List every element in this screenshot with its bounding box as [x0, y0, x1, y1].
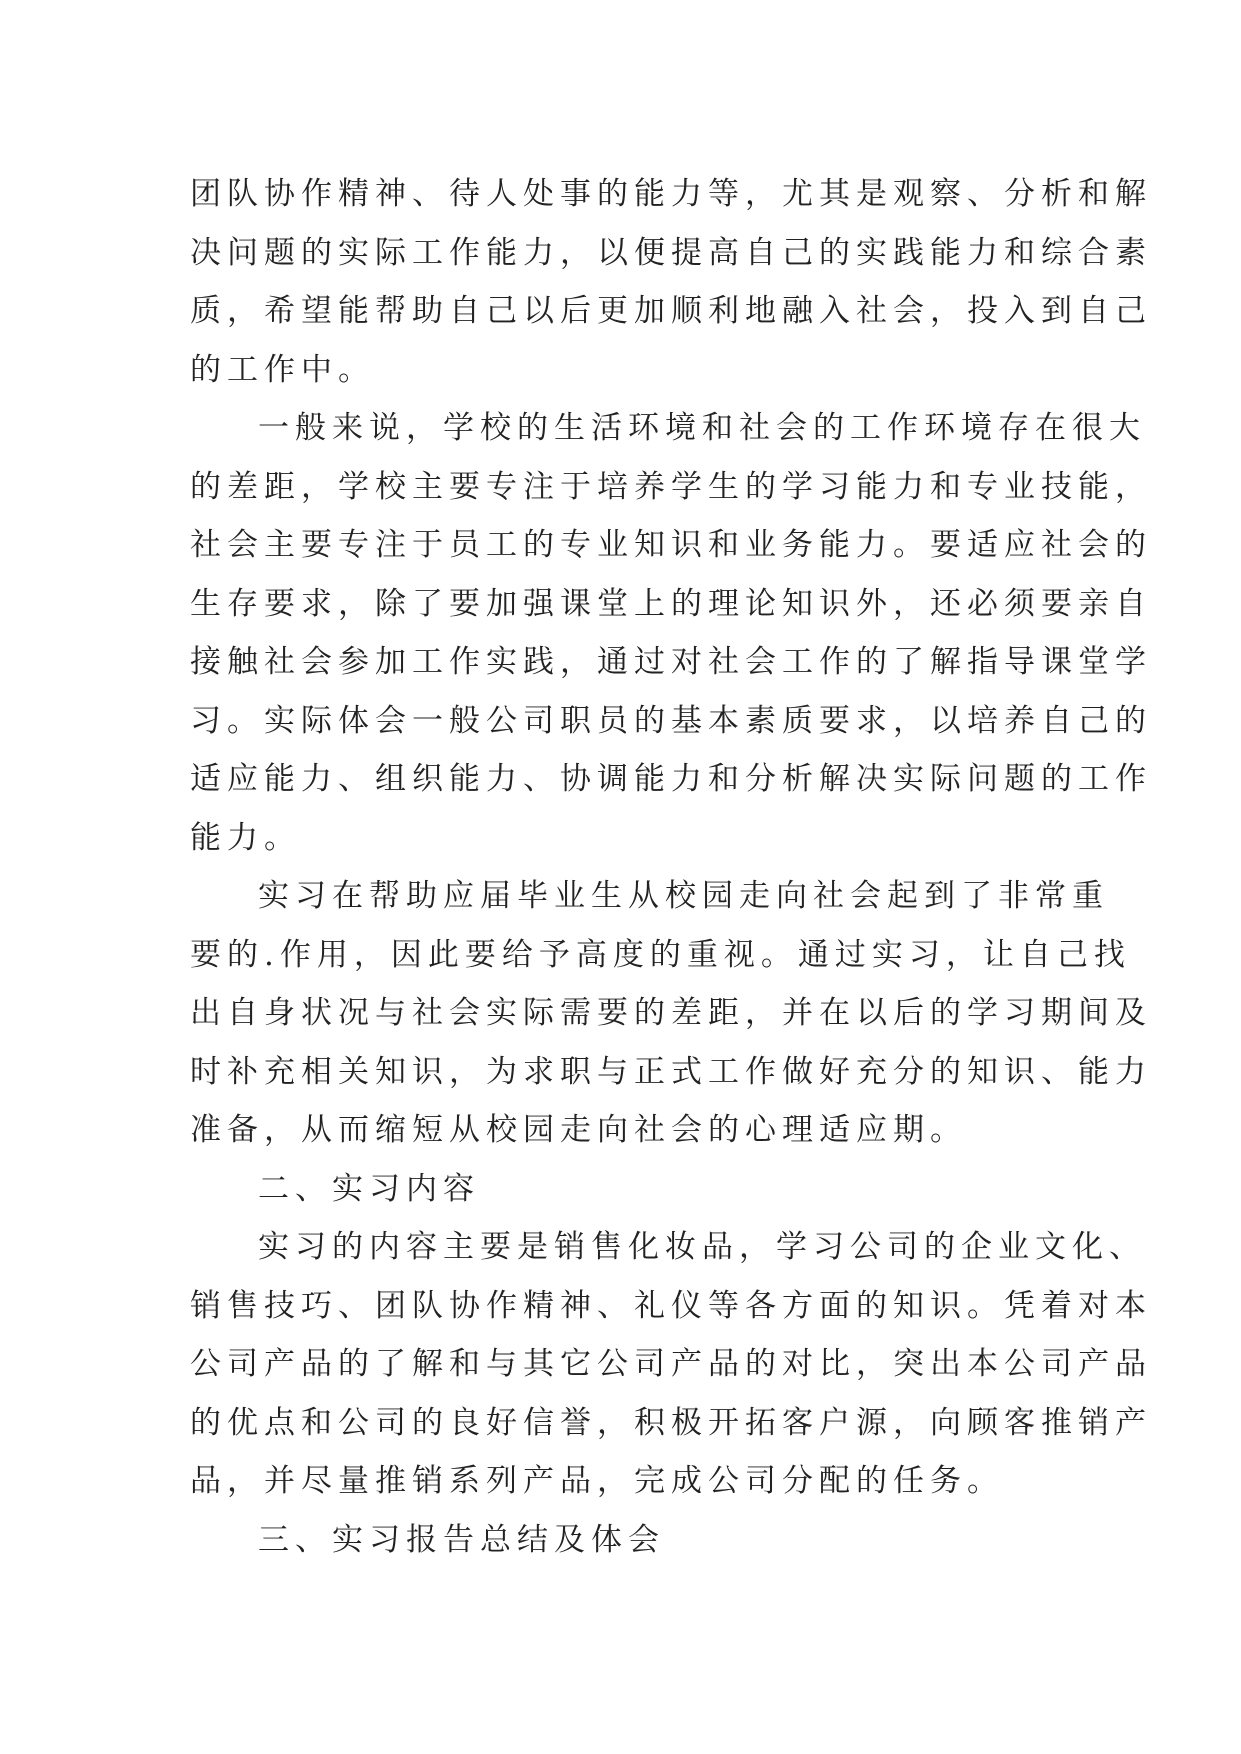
text-line: 的优点和公司的良好信誉，积极开拓客户源，向顾客推销产	[190, 1404, 1152, 1441]
text-line: 接触社会参加工作实践，通过对社会工作的了解指导课堂学	[190, 644, 1152, 680]
text-line: 品，并尽量推销系列产品，完成公司分配的任务。	[190, 1463, 1004, 1499]
text-line: 能力。	[190, 819, 301, 856]
text-line: 的工作中。	[190, 351, 375, 388]
text-line: 习。实际体会一般公司职员的基本素质要求，以培养自己的	[190, 702, 1152, 739]
text-line: 要的.作用，因此要给予高度的重视。通过实习，让自己找	[190, 936, 1131, 973]
paragraph-first-line: 实习的内容主要是销售化妆品，学习公司的企业文化、	[258, 1229, 1146, 1265]
text-line: 社会主要专注于员工的专业知识和业务能力。要适应社会的	[190, 527, 1152, 563]
text-line: 适应能力、组织能力、协调能力和分析解决实际问题的工作	[190, 761, 1152, 797]
text-line: 生存要求，除了要加强课堂上的理论知识外，还必须要亲自	[190, 585, 1152, 622]
text-line: 团队协作精神、待人处事的能力等，尤其是观察、分析和解	[190, 176, 1152, 212]
section-heading: 三、实习报告总结及体会	[258, 1521, 665, 1558]
text-line: 时补充相关知识，为求职与正式工作做好充分的知识、能力	[190, 1053, 1152, 1090]
paragraph-first-line: 一般来说，学校的生活环境和社会的工作环境存在很大	[258, 410, 1146, 446]
document-body	[190, 165, 1152, 1569]
text-line: 准备，从而缩短从校园走向社会的心理适应期。	[190, 1112, 967, 1148]
text-line: 出自身状况与社会实际需要的差距，并在以后的学习期间及	[190, 995, 1152, 1031]
text-line: 决问题的实际工作能力，以便提高自己的实践能力和综合素	[190, 234, 1152, 271]
text-line: 的差距，学校主要专注于培养学生的学习能力和专业技能，	[190, 468, 1152, 505]
text-line: 公司产品的了解和与其它公司产品的对比，突出本公司产品	[190, 1346, 1152, 1382]
text-line: 销售技巧、团队协作精神、礼仪等各方面的知识。凭着对本	[190, 1287, 1152, 1324]
section-heading: 二、实习内容	[258, 1170, 480, 1207]
paragraph-first-line: 实习在帮助应届毕业生从校园走向社会起到了非常重	[258, 878, 1109, 914]
text-line: 质，希望能帮助自己以后更加顺利地融入社会，投入到自己	[190, 293, 1152, 329]
